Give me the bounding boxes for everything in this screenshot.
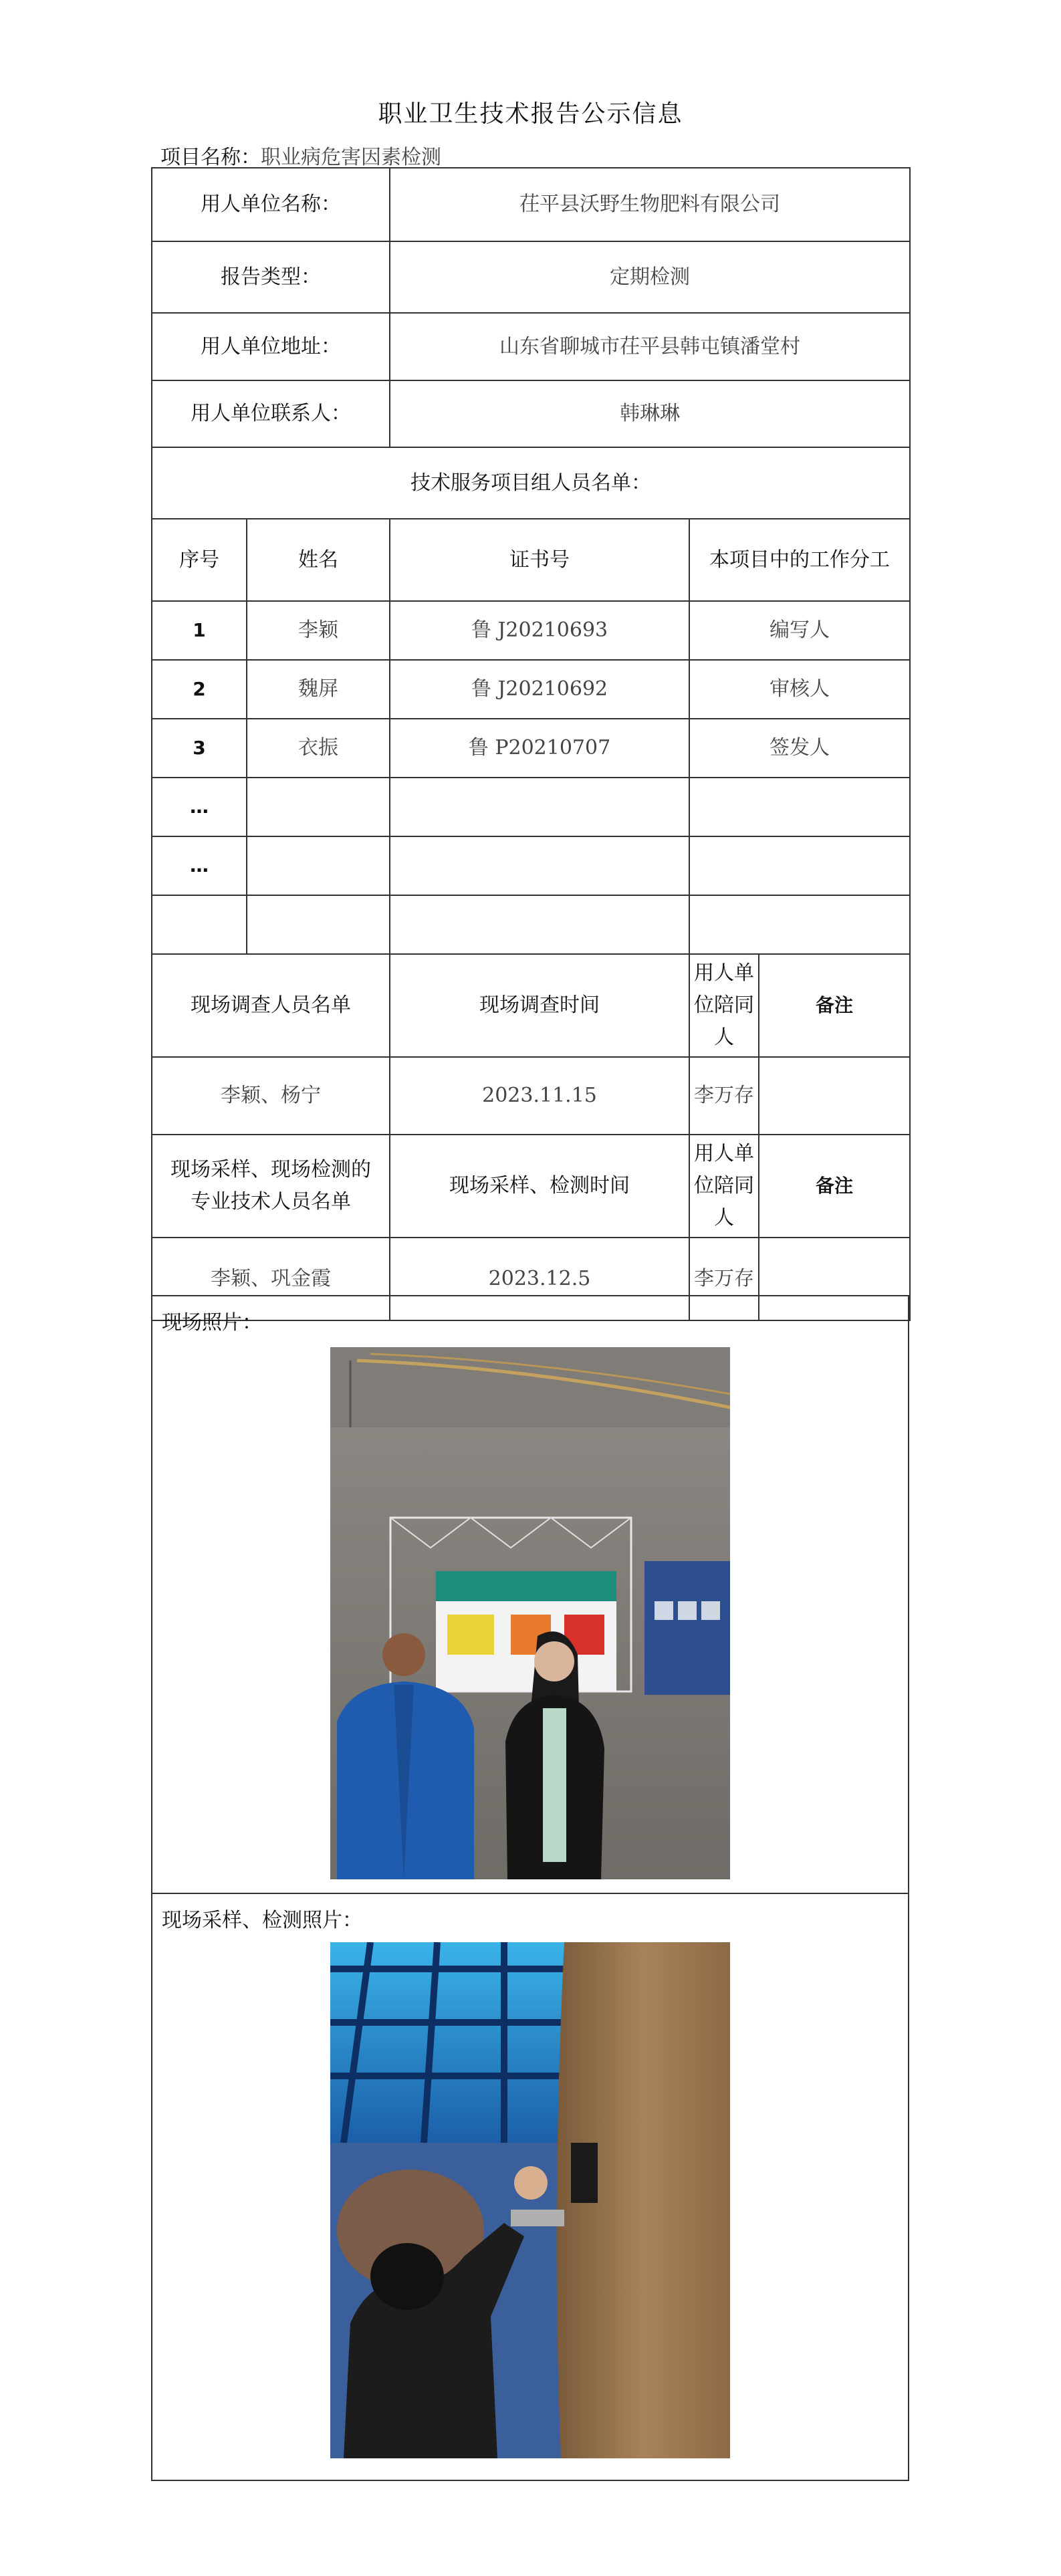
- survey-note: [759, 1057, 910, 1135]
- team-header-name: 姓名: [247, 519, 390, 601]
- site-photo-image: [330, 1347, 730, 1879]
- team-header-no: 序号: [152, 519, 247, 601]
- report-type-value: 定期检测: [390, 241, 910, 313]
- survey-row: [152, 1057, 910, 1135]
- team-header-role: 本项目中的工作分工: [689, 519, 910, 601]
- employer-contact-row: [152, 380, 910, 447]
- project-line: [160, 140, 441, 170]
- survey-header-staff: 现场调查人员名单: [152, 954, 390, 1057]
- team-row-no: …: [152, 836, 247, 895]
- team-row-name: [247, 895, 390, 954]
- team-row-role: [689, 836, 910, 895]
- team-row-cert: 鲁 J20210692: [390, 660, 689, 719]
- team-row-no: [152, 895, 247, 954]
- sampling-header-time: 现场采样、检测时间: [390, 1135, 689, 1238]
- team-row-cert: 鲁 J20210693: [390, 601, 689, 660]
- team-row-cert: [390, 836, 689, 895]
- sampling-photo-image: [330, 1942, 730, 2458]
- report-type-row: [152, 241, 910, 313]
- team-row-name: [247, 778, 390, 836]
- employer-address-label: 用人单位地址：: [152, 313, 390, 380]
- employer-address-row: [152, 313, 910, 380]
- survey-time: 2023.11.15: [390, 1057, 689, 1135]
- team-row-cert: 鲁 P20210707: [390, 719, 689, 778]
- team-row-role: [689, 778, 910, 836]
- table-row: [152, 601, 910, 660]
- team-row-no: 2: [152, 660, 247, 719]
- employer-name-row: [152, 168, 910, 241]
- team-row-name: 衣振: [247, 719, 390, 778]
- site-photo-caption: 现场照片：: [162, 1311, 262, 1334]
- site-photo: [330, 1347, 730, 1879]
- info-table: [151, 167, 911, 1321]
- team-row-role: 编写人: [689, 601, 910, 660]
- sampling-header-note: 备注: [759, 1135, 910, 1238]
- team-row-role: 签发人: [689, 719, 910, 778]
- team-row-no: …: [152, 778, 247, 836]
- sampling-photo: [330, 1942, 730, 2458]
- team-row-no: 3: [152, 719, 247, 778]
- team-row-cert: [390, 778, 689, 836]
- sampling-time: 2023.12.5: [390, 1238, 689, 1320]
- project-value: 职业病危害因素检测: [261, 146, 441, 169]
- survey-header-note: 备注: [759, 954, 910, 1057]
- project-label: 项目名称：: [160, 146, 261, 169]
- sampling-photo-caption: 现场采样、检测照片：: [162, 1909, 362, 1932]
- team-row-name: 魏屏: [247, 660, 390, 719]
- employer-name-value: 茌平县沃野生物肥料有限公司: [390, 168, 910, 241]
- employer-contact-value: 韩琳琳: [390, 380, 910, 447]
- site-photo-section: [151, 1295, 909, 1894]
- table-row: [152, 719, 910, 778]
- team-row-cert: [390, 895, 689, 954]
- sampling-header-staff: 现场采样、现场检测的专业技术人员名单: [152, 1135, 390, 1238]
- team-row-name: [247, 836, 390, 895]
- sampling-header-companion: 用人单位陪同人: [689, 1135, 759, 1238]
- table-row: [152, 778, 910, 836]
- employer-address-value: 山东省聊城市茌平县韩屯镇潘堂村: [390, 313, 910, 380]
- sampling-companion: 李万存: [689, 1238, 759, 1320]
- survey-staff: 李颖、杨宁: [152, 1057, 390, 1135]
- table-row: [152, 836, 910, 895]
- team-header-row: [152, 519, 910, 601]
- report-type-label: 报告类型：: [152, 241, 390, 313]
- team-heading: 技术服务项目组人员名单：: [152, 447, 910, 519]
- table-row: [152, 895, 910, 954]
- team-heading-row: [152, 447, 910, 519]
- sampling-header-row: [152, 1135, 910, 1238]
- survey-header-time: 现场调查时间: [390, 954, 689, 1057]
- team-header-cert: 证书号: [390, 519, 689, 601]
- table-row: [152, 660, 910, 719]
- team-row-no: 1: [152, 601, 247, 660]
- sampling-photo-section: [151, 1893, 909, 2481]
- employer-contact-label: 用人单位联系人：: [152, 380, 390, 447]
- sampling-staff: 李颖、巩金霞: [152, 1238, 390, 1320]
- employer-name-label: 用人单位名称：: [152, 168, 390, 241]
- team-row-role: 审核人: [689, 660, 910, 719]
- page-title: 职业卫生技术报告公示信息: [378, 100, 683, 128]
- survey-companion: 李万存: [689, 1057, 759, 1135]
- team-row-role: [689, 895, 910, 954]
- survey-header-companion: 用人单位陪同人: [689, 954, 759, 1057]
- team-row-name: 李颖: [247, 601, 390, 660]
- survey-header-row: [152, 954, 910, 1057]
